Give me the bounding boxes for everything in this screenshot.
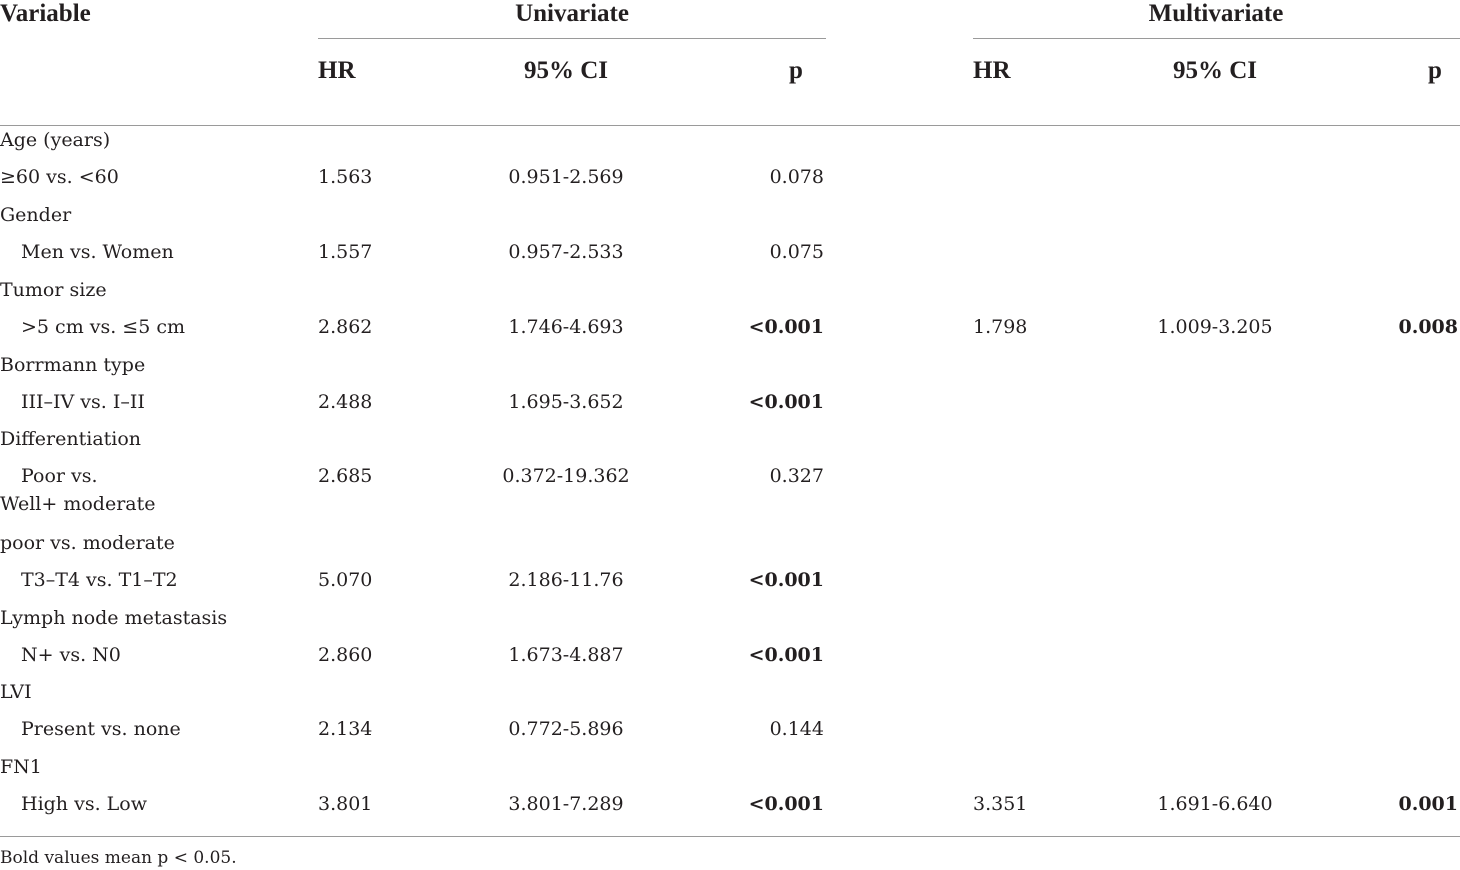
univariate-group-rule [318,38,826,39]
univariate-p-cell: 0.144 [769,718,824,740]
univariate-ci-cell: 0.372-19.362 [502,465,630,487]
header-multivariate-hr: HR [973,57,1011,84]
header-multivariate-ci: 95% CI [1172,57,1258,84]
header-multivariate-p: p [1428,57,1442,84]
row-label: FN1 [0,756,42,778]
row-label: Age (years) [0,129,111,151]
multivariate-group-rule [973,38,1460,39]
header-univariate-hr: HR [318,57,356,84]
univariate-ci-cell: 0.951-2.569 [508,166,624,188]
univariate-p-cell: <0.001 [748,569,824,591]
row-label: Borrmann type [0,354,146,376]
univariate-hr-cell: 2.488 [318,391,373,413]
univariate-hr-cell: 2.862 [318,316,373,338]
univariate-p-cell: <0.001 [748,644,824,666]
row-label: III–IV vs. I–II [21,391,145,413]
header-univariate: Univariate [515,0,629,27]
univariate-ci-cell: 0.957-2.533 [508,241,624,263]
univariate-p-cell: 0.327 [769,465,824,487]
row-label: LVI [0,681,32,703]
univariate-p-cell: 0.078 [769,166,824,188]
univariate-hr-cell: 1.557 [318,241,373,263]
row-label: N+ vs. N0 [21,644,121,666]
univariate-ci-cell: 0.772-5.896 [508,718,624,740]
row-label: Men vs. Women [21,241,174,263]
univariate-p-cell: 0.075 [769,241,824,263]
multivariate-p-cell: 0.001 [1398,793,1458,815]
multivariate-ci-cell: 1.009-3.205 [1157,316,1273,338]
row-label: T3–T4 vs. T1–T2 [21,569,178,591]
row-label: Poor vs. [21,465,98,487]
row-label: Lymph node metastasis [0,607,228,629]
univariate-p-cell: <0.001 [748,391,824,413]
row-label: Well+ moderate [0,493,156,515]
header-multivariate: Multivariate [1148,0,1284,27]
univariate-hr-cell: 1.563 [318,166,373,188]
multivariate-hr-cell: 1.798 [973,316,1028,338]
univariate-hr-cell: 2.685 [318,465,373,487]
header-variable: Variable [0,0,91,27]
row-label: Present vs. none [21,718,181,740]
univariate-ci-cell: 2.186-11.76 [508,569,624,591]
header-univariate-p: p [789,57,803,84]
univariate-hr-cell: 3.801 [318,793,373,815]
header-univariate-ci: 95% CI [523,57,609,84]
row-label: High vs. Low [21,793,147,815]
row-label: poor vs. moderate [0,532,175,554]
univariate-ci-cell: 3.801-7.289 [508,793,624,815]
multivariate-ci-cell: 1.691-6.640 [1157,793,1273,815]
row-label: Differentiation [0,428,142,450]
univariate-ci-cell: 1.695-3.652 [508,391,624,413]
table-bottom-rule [0,836,1460,837]
univariate-ci-cell: 1.673-4.887 [508,644,624,666]
univariate-p-cell: <0.001 [748,316,824,338]
row-label: ≥60 vs. <60 [0,166,119,188]
univariate-hr-cell: 2.860 [318,644,373,666]
header-bottom-rule [0,125,1460,126]
univariate-hr-cell: 5.070 [318,569,373,591]
row-label: Gender [0,204,72,226]
footnote: Bold values mean p < 0.05. [0,848,237,868]
univariate-hr-cell: 2.134 [318,718,373,740]
univariate-ci-cell: 1.746-4.693 [508,316,624,338]
multivariate-hr-cell: 3.351 [973,793,1028,815]
multivariate-p-cell: 0.008 [1398,316,1458,338]
row-label: Tumor size [0,279,107,301]
univariate-p-cell: <0.001 [748,793,824,815]
row-label: >5 cm vs. ≤5 cm [21,316,186,338]
